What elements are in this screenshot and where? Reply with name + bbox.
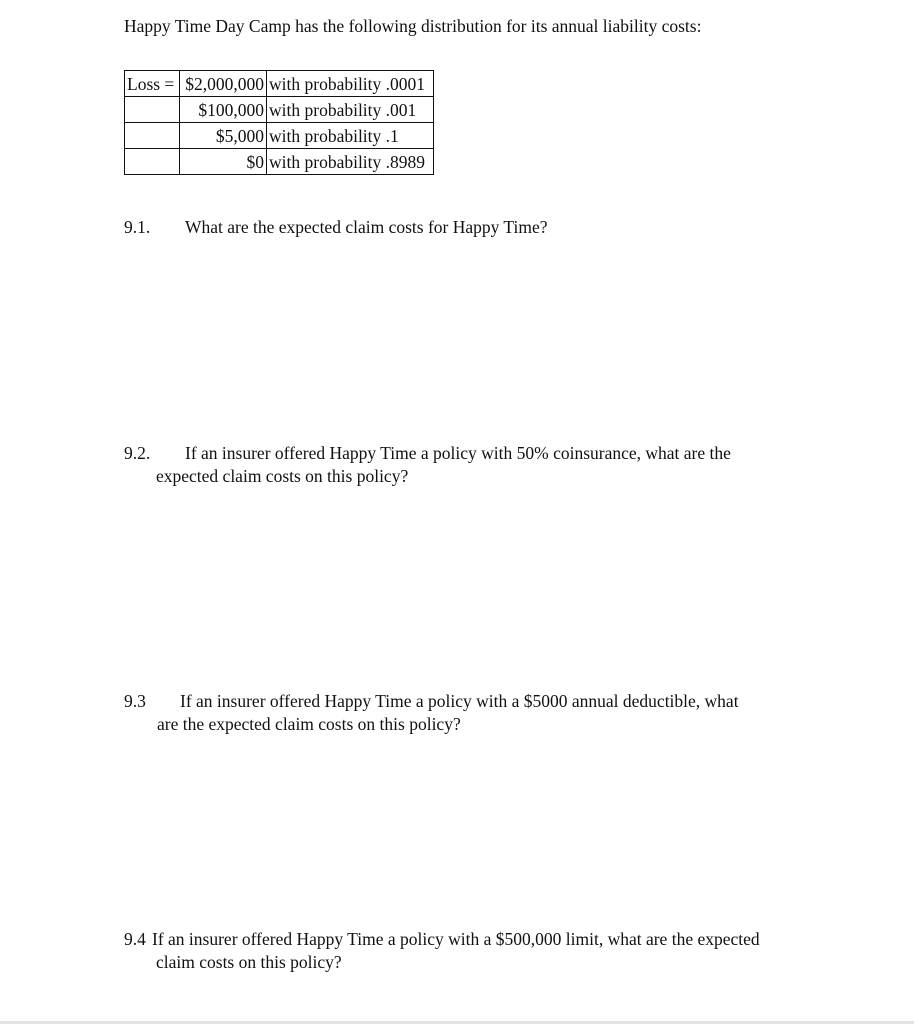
- table-cell-probability: with probability .001: [267, 97, 434, 123]
- table-cell-label: [125, 97, 180, 123]
- table-cell-amount: $5,000: [180, 123, 267, 149]
- table-cell-label: [125, 123, 180, 149]
- question-text: If an insurer offered Happy Time a policy with 50% coinsurance, what are the: [185, 443, 731, 463]
- question-number: 9.1.: [124, 217, 151, 237]
- question-text: What are the expected claim costs for Happy Time?: [185, 217, 548, 237]
- table-cell-probability: with probability .1: [267, 123, 434, 149]
- question-number: 9.2.: [124, 443, 151, 463]
- question-text: If an insurer offered Happy Time a policy with a $5000 annual deductible, what: [180, 691, 739, 711]
- table-cell-label: [125, 149, 180, 175]
- table-cell-amount: $100,000: [180, 97, 267, 123]
- table-cell-label: Loss =: [125, 71, 180, 97]
- question-9-1: [124, 216, 548, 239]
- table-row: [125, 149, 434, 175]
- question-text: If an insurer offered Happy Time a policy with a $500,000 limit, what are the expected: [152, 929, 760, 949]
- question-9-4: [124, 928, 760, 974]
- question-9-2: [124, 442, 731, 488]
- question-text-continued: are the expected claim costs on this policy?: [157, 714, 461, 734]
- loss-distribution-table: [124, 70, 434, 175]
- table-cell-amount: $2,000,000: [180, 71, 267, 97]
- question-9-3: [124, 690, 739, 736]
- table-row: [125, 71, 434, 97]
- table-row: [125, 123, 434, 149]
- table-cell-probability: with probability .0001: [267, 71, 434, 97]
- table-row: [125, 97, 434, 123]
- table-cell-probability: with probability .8989: [267, 149, 434, 175]
- question-text-continued: expected claim costs on this policy?: [156, 466, 409, 486]
- question-number: 9.3: [124, 691, 146, 711]
- question-text-continued: claim costs on this policy?: [156, 952, 342, 972]
- table-cell-amount: $0: [180, 149, 267, 175]
- question-number: 9.4: [124, 929, 146, 949]
- intro-text: Happy Time Day Camp has the following distribution for its annual liability costs:: [124, 16, 702, 36]
